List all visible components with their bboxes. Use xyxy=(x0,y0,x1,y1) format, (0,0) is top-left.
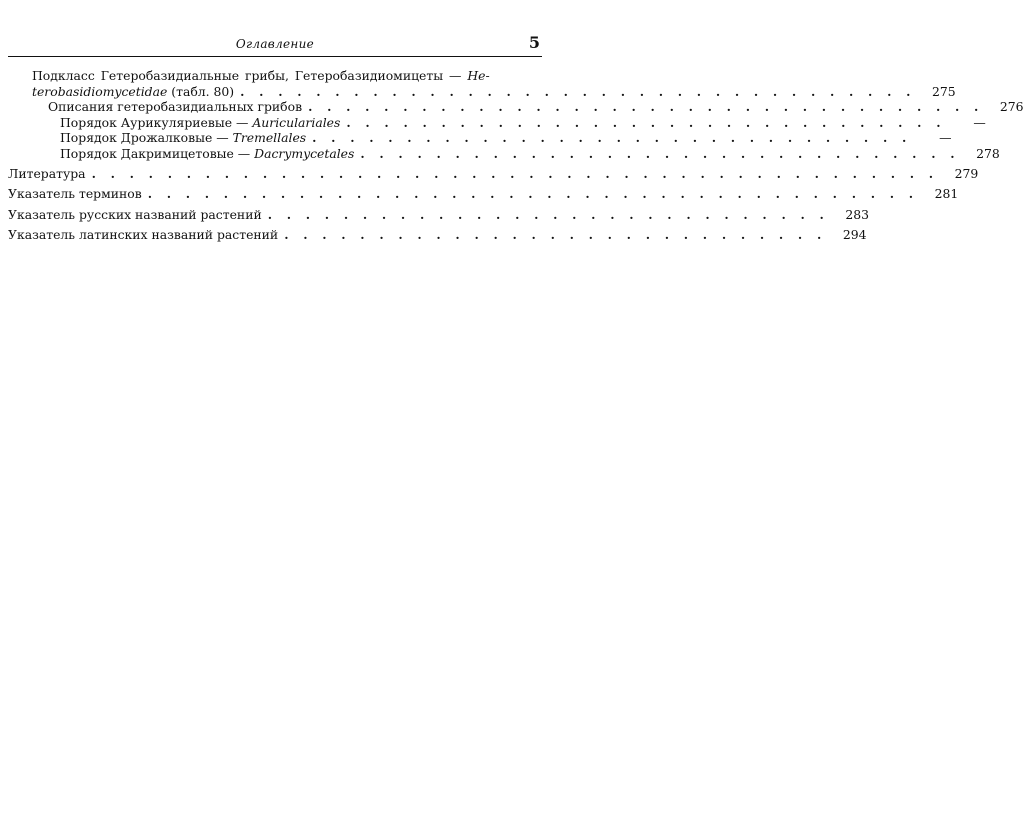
toc-main-label: Литература xyxy=(8,165,86,181)
toc-label-descriptions: Описания гетеробазидиальных грибов xyxy=(48,99,303,115)
toc-page-order: — xyxy=(973,114,986,130)
leader-dots: . . . . . . . . . . . . . . . . . . . . . . . . . . . . . . . . . . . . xyxy=(308,99,984,115)
running-title: Оглавление xyxy=(235,37,315,51)
toc-order-prefix: Порядок Дрожалковые — xyxy=(60,130,233,146)
toc-main-page: 279 xyxy=(954,165,979,181)
leader-dots: . . . . . . . . . . . . . . . . . . . . . . . . . . . . . . . . xyxy=(346,114,946,130)
toc-main-label: Указатель латинских названий растений xyxy=(8,227,279,243)
toc-entry-main xyxy=(8,165,979,182)
subclass-latin-part1: He- xyxy=(467,68,490,83)
table-of-contents xyxy=(8,68,1024,243)
toc-entry-order xyxy=(8,114,986,131)
toc-main-page: 281 xyxy=(934,186,959,202)
toc-page-descriptions: 276 xyxy=(999,99,1024,115)
leader-dots: . . . . . . . . . . . . . . . . . . . . . . . . . . . . . . . . . . . . . . . . . . . . . xyxy=(91,165,939,181)
toc-order-latin: Tremellales xyxy=(232,130,307,146)
toc-entry-order xyxy=(8,130,952,146)
toc-entry-main xyxy=(8,227,867,243)
toc-page-subclass: 275 xyxy=(931,83,956,99)
leader-dots: . . . . . . . . . . . . . . . . . . . . . . . . . . . . . . xyxy=(267,206,830,222)
toc-entry-main xyxy=(8,206,870,223)
leader-dots: . . . . . . . . . . . . . . . . . . . . . . . . . . . . . . . . xyxy=(360,145,960,161)
toc-order-latin: Auriculariales xyxy=(252,114,341,130)
toc-main-label: Указатель русских названий растений xyxy=(8,206,262,222)
leader-dots: . . . . . . . . . . . . . . . . . . . . . . . . . . . . . . . . . . . . . . . . . xyxy=(147,186,919,202)
running-header xyxy=(8,32,542,57)
toc-main-label: Указатель терминов xyxy=(8,186,142,202)
toc-main-page: 283 xyxy=(845,206,870,222)
toc-entry-main xyxy=(8,186,959,202)
page-number: 5 xyxy=(528,33,540,52)
toc-entry-subclass xyxy=(8,68,956,99)
subclass-title-line1: Подкласс Гетеробазидиальные грибы, Гетеробазидиомицеты — xyxy=(32,68,468,83)
subclass-table-ref: (табл. 80) xyxy=(167,83,235,99)
subclass-latin-part2: terobasidiomycetidae xyxy=(32,83,168,99)
leader-dots: . . . . . . . . . . . . . . . . . . . . . . . . . . . . . xyxy=(284,227,827,243)
toc-page-order: — xyxy=(939,130,952,146)
toc-entry-descriptions xyxy=(8,99,1024,115)
toc-main-page: 294 xyxy=(842,227,867,243)
toc-order-prefix: Порядок Аурикуляриевые — xyxy=(60,114,253,130)
toc-order-latin: Dacrymycetales xyxy=(254,145,355,161)
toc-order-prefix: Порядок Дакримицетовые — xyxy=(60,145,255,161)
toc-entry-order xyxy=(8,145,1000,162)
leader-dots: . . . . . . . . . . . . . . . . . . . . . . . . . . . . . . . . xyxy=(312,130,912,146)
leader-dots: . . . . . . . . . . . . . . . . . . . . . . . . . . . . . . . . . . . . xyxy=(240,83,916,99)
toc-page-order: 278 xyxy=(976,145,1000,161)
